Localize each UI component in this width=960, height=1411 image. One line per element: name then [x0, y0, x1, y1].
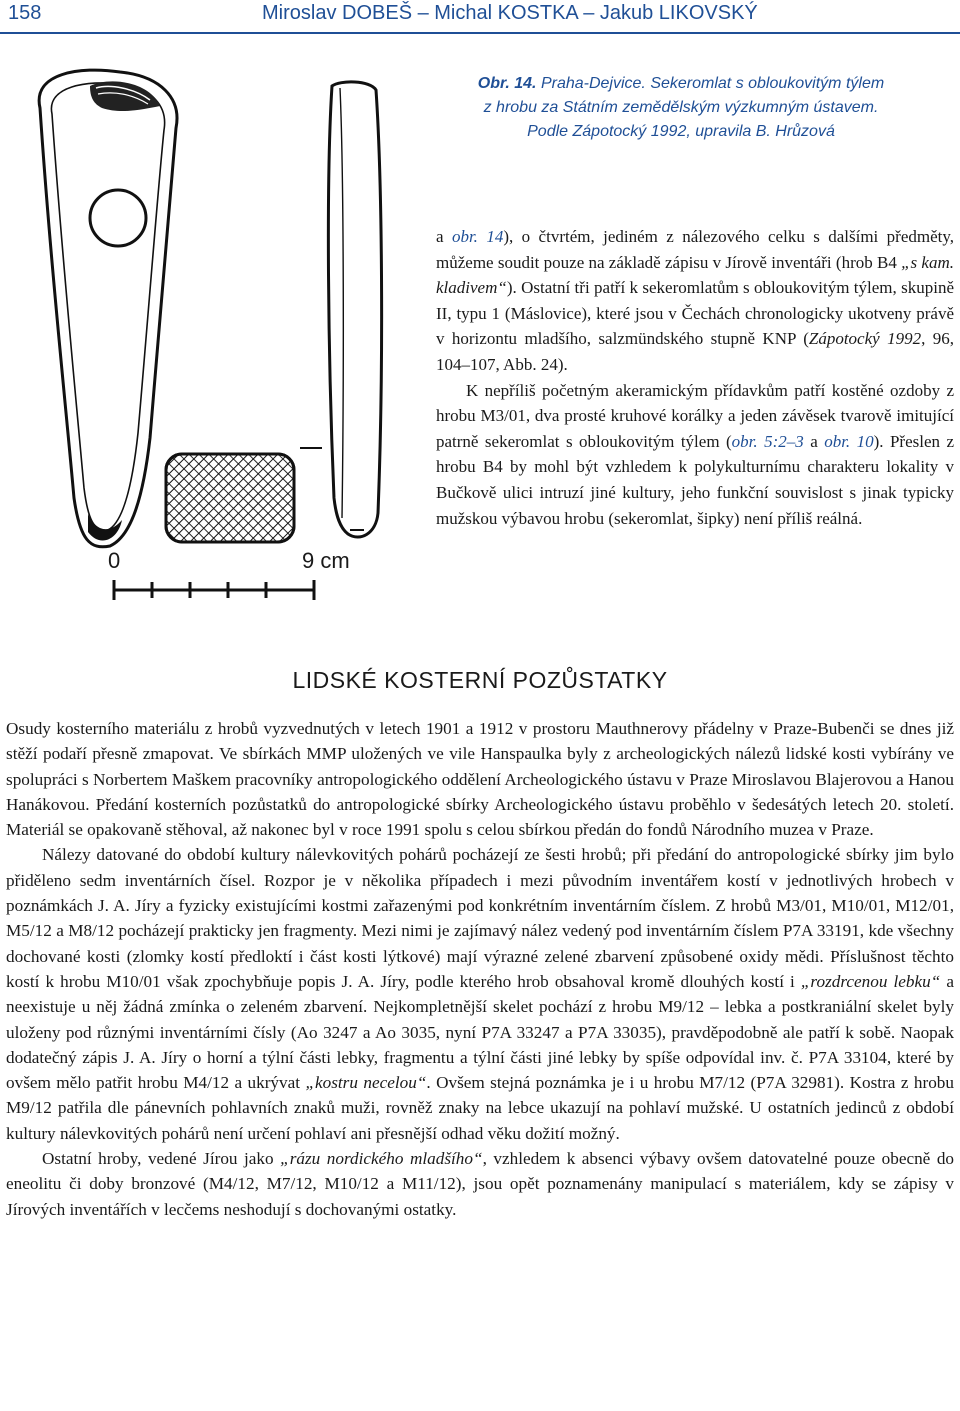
inventory-quote: „s kam. kladivem“ [436, 252, 954, 298]
caption-line-2: z hrobu za Státním zemědělským výzkumným ústavem. [483, 99, 879, 116]
quote-razu-nordickeho: „rázu nordického mladšího“ [280, 1149, 483, 1169]
body-paragraph-1: Osudy kosterního materiálu z hrobů vyzvednutých v letech 1901 a 1912 v prostoru Mauthnerovy přádelny v Praze-Bubenči se dnes již stěží podaří přesně zmapovat. Ve sbírkách MMP uložených ve vile Hanspaulka byly z archeologických nálezů lidské kosti vybírány ve spolupráci s Norbertem Maškem pracovníky antropologického oddělení Archeologického ústavu v Praze Miroslavou Blajerovou a Hanou Hanákovou. Předání kosterních pozůstatků do antropologické sbírky Archeologického ústavu proběhlo v šedesátých letech 20. století. Materiál se opakovaně stěhoval, až nakonec byl v roce 1991 spolu s celou sbírkou předán do fondů Národního muzea v Praze. [6, 719, 954, 840]
right-column-text [436, 224, 954, 531]
citation: Zápotocký 1992 [808, 329, 922, 349]
axe-side-outline [328, 82, 381, 537]
running-head-authors: Miroslav DOBEŠ – Michal KOSTKA – Jakub LIKOVSKÝ [262, 2, 758, 24]
figure-caption [436, 72, 926, 144]
page-number: 158 [8, 2, 42, 24]
header-rule [0, 32, 960, 34]
body-paragraph-3: Ostatní hroby, vedené Jírou jako „rázu nordického mladšího“, vzhledem k absenci výbavy ovšem datovatelné pouze obecně do eneolitu či doby bronzové (M4/12, M7/12, M10/12 a M11/12), jsou opět poznamenány manipulací s materiálem, kdy se zápisy v Jírových inventářích v lecčems neshodují s dochovanými ostatky. [6, 1149, 955, 1219]
section-heading: LIDSKÉ KOSTERNÍ POZŮSTATKY [292, 667, 668, 693]
axe-drawing [10, 58, 410, 618]
right-paragraph-2: K nepříliš početným akeramickým přídavkům patří kostěné ozdoby z hrobu M3/01, dva prosté kruhové korálky a jeden závěsek tvarově imitující patrně sekeromlat s obloukovitým týlem (obr. 5:2–3 a obr. 10). Přeslen z hrobu B4 by mohl být vzhledem k polykulturnímu charakteru lokality v Bučkově ulici intruzí jiné kultury, jeho funkční souvislost s jinak typicky mužskou výbavou hrobu (sekeromlat, šipky) není příliš reálná. [436, 380, 954, 528]
scale-label-start: 0 [108, 548, 121, 573]
figure-ref[interactable]: obr. 14 [451, 227, 504, 246]
page-header [0, 0, 960, 34]
caption-line-1: Praha-Dejvice. Sekeromlat s obloukovitým týlem [536, 75, 885, 92]
scale-label-end: 9 cm [302, 548, 350, 573]
figure-ref[interactable]: obr. 5:2–3 [731, 431, 804, 451]
shaft-hole [90, 190, 146, 246]
right-paragraph-1: a obr. 14), o čtvrtém, jediném z nálezového celku s dalšími předměty, můžeme soudit pouze na základě zápisu v Jírově inventáři (hrob B4 „s kam. kladivem“). Ostatní tři patří k sekeromlatům s obloukovitým týlem, skupině II, typu 1 (Máslovice), které jsou v Čechách chronologicky ukotveny právě v horizontu mladšího, salzmündského stupně KNP (Zápotocký 1992, 96, 104–107, Abb. 24). [436, 227, 955, 374]
quote-rozdrcenou-lebku: „rozdrcenou lebku“ [800, 971, 941, 991]
figure-ref[interactable]: obr. 10 [824, 431, 874, 451]
caption-label: Obr. 14. [477, 75, 537, 92]
axe-front-outline [39, 70, 177, 547]
quote-kostru-necelou: „kostru necelou“ [305, 1073, 427, 1093]
caption-line-3: Podle Zápotocký 1992, upravila B. Hrůzová [527, 123, 835, 140]
body-paragraph-2: Nálezy datované do období kultury nálevkovitých pohárů pocházejí ze šesti hrobů; při předání do antropologické sbírky jim bylo přiděleno sedm inventárních čísel. Rozpor je v několika případech i mezi původním inventářem kostí v jednotlivých hrobech v poznámkách J. A. Jíry a fyzicky existujícími kostmi zařazenými pod konkrétním inventárním číslem. Z hrobů M3/01, M10/01, M12/01, M5/12 a M8/12 pocházejí prakticky jen fragmenty. Mezi nimi je zajímavý nález vedený pod inventárním číslem P7A 33191, kde všechny dochované kosti (zlomky kostí předloktí i část kosti lýtkové) mají výrazné zelené zbarvení způsobené oxidy mědi. Příslušnost těchto kostí k hrobu M10/01 však zpochybňuje popis J. A. Jíry, podle kterého hrob obsahoval kromě dlouhých kostí i „rozdrcenou lebku“ a neexistuje u něj žádná zmínka o zeleném zbarvení. Nejkompletnější skelet pochází z hrobu M9/12 – lebka a postkraniální skelet byly uloženy pod různými inventárními čísly (Ao 3247 a Ao 3035, nyní P7A 33247 a P7A 33035), pravděpodobně ale patří k sobě. Naopak dodatečný zápis J. A. Jíry o horní a týlní části lebky, fragmentu a týlní části jiné lebky by spíše odpovídal inv. č. P7A 33104, které by ovšem mělo patřit hrobu M4/12 a ukrývat „kostru necelou“. Ovšem stejná poznámka je i u hrobu M7/12 (P7A 32981). Kostra z hrobu M9/12 patřila dle pánevních pohlavních znaků muži, rovněž znaky na lebce ukazují na pohlaví mužské. U ostatních jedinců z období kultury nálevkovitých pohárů není určení pohlaví ani přesnější odhad věku dožití možný. [6, 845, 954, 1143]
body-text [6, 716, 954, 1222]
scale-bar [114, 580, 314, 600]
axe-figure [10, 58, 410, 618]
